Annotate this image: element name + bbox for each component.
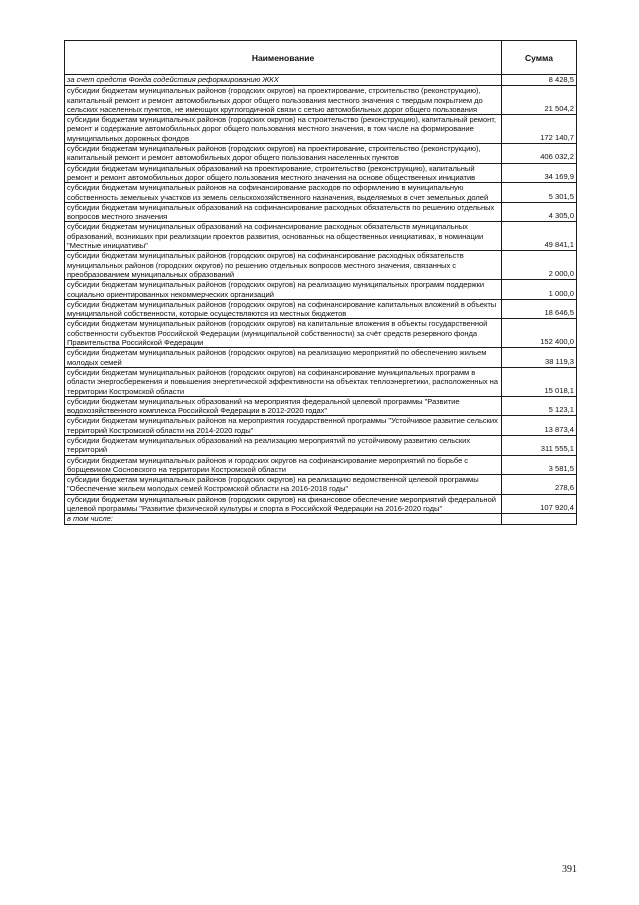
table-row — [65, 183, 577, 203]
row-amount: 2 000,0 — [502, 251, 577, 280]
table-row — [65, 222, 577, 251]
row-description: субсидии бюджетам муниципальных районов (городских округов) на проектирование, строительство (реконструкцию), капитальный ремонт и ремонт автомобильных дорог общего пользования местного значения с твердым покрытием до сельских населенных пунктов, не имеющих круглогодичной связи с сетью автомобильных дорог общего пользования — [65, 86, 502, 115]
budget-table — [64, 40, 577, 525]
table-row — [65, 299, 577, 319]
table-row — [65, 475, 577, 495]
header-row — [65, 41, 577, 75]
table-row — [65, 75, 577, 86]
budget-table-sheet — [64, 40, 576, 525]
row-amount: 172 140,7 — [502, 115, 577, 144]
header-name: Наименование — [65, 41, 502, 75]
table-row — [65, 455, 577, 475]
table-row — [65, 494, 577, 514]
row-description: субсидии бюджетам муниципальных районов (городских округов) на реализацию мероприятий по обеспечению жильем молодых семей — [65, 348, 502, 368]
row-amount: 4 305,0 — [502, 202, 577, 222]
row-amount: 1 000,0 — [502, 280, 577, 300]
row-amount: 5 301,5 — [502, 183, 577, 203]
page-number: 391 — [562, 864, 577, 875]
row-amount: 18 646,5 — [502, 299, 577, 319]
row-description: субсидии бюджетам муниципальных районов (городских округов) на реализацию муниципальных программ поддержки социально ориентированных некоммерческих организаций — [65, 280, 502, 300]
table-row — [65, 280, 577, 300]
row-description: субсидии бюджетам муниципальных районов (городских округов) на реализацию ведомственной целевой программы "Обеспечение жильем молодых семей Костромской области на 2016-2018 годы" — [65, 475, 502, 495]
row-description: за счет средств Фонда содействия реформированию ЖКХ — [65, 75, 502, 86]
row-description: субсидии бюджетам муниципальных образований на софинансирование расходных обязательств муниципальных образований, возникших при реализации проектов развития, основанных на общественных инициативах, в номинации "Местные инициативы" — [65, 222, 502, 251]
row-description: субсидии бюджетам муниципальных районов (городских округов) на проектирование, строительство (реконструкцию), капитальный ремонт и ремонт автомобильных дорог общего пользования населенных пунктов — [65, 144, 502, 164]
table-row — [65, 514, 577, 524]
table-row — [65, 396, 577, 416]
row-amount: 5 123,1 — [502, 396, 577, 416]
row-description: субсидии бюджетам муниципальных образований на проектирование, строительство (реконструкцию), капитальный ремонт и ремонт автомобильных дорог общего пользования местного значения на основе общественных инициатив — [65, 163, 502, 183]
row-amount: 13 873,4 — [502, 416, 577, 436]
row-amount: 3 581,5 — [502, 455, 577, 475]
table-row — [65, 251, 577, 280]
row-description: субсидии бюджетам муниципальных районов (городских округов) на софинансирование капитальных вложений в объекты муниципальной собственности, которые осуществляются из местных бюджетов — [65, 299, 502, 319]
row-description: субсидии бюджетам муниципальных районов (городских округов) на капитальные вложения в объекты государственной собственности субъектов Российской Федерации (муниципальной собственности) за счёт средств резервного фонда Правительства Российской Федерации — [65, 319, 502, 348]
row-amount: 107 920,4 — [502, 494, 577, 514]
row-amount: 34 169,9 — [502, 163, 577, 183]
header-amount: Сумма — [502, 41, 577, 75]
row-amount: 406 032,2 — [502, 144, 577, 164]
table-body — [65, 75, 577, 525]
row-amount: 311 555,1 — [502, 435, 577, 455]
row-amount: 49 841,1 — [502, 222, 577, 251]
row-description: субсидии бюджетам муниципальных районов (городских округов) на софинансирование муниципальных программ в области энергосбережения и повышения энергетической эффективности на объектах теплоэнергетики, расположенных на территории Костромской области — [65, 367, 502, 396]
table-row — [65, 86, 577, 115]
row-amount: 15 018,1 — [502, 367, 577, 396]
table-row — [65, 319, 577, 348]
row-description: субсидии бюджетам муниципальных районов (городских округов) на строительство (реконструкцию), капитальный ремонт, ремонт и содержание автомобильных дорог общего пользования местного значения, в том числе на формирование муниципальных дорожных фондов — [65, 115, 502, 144]
row-description: субсидии бюджетам муниципальных районов (городских округов) на софинансирование расходных обязательств муниципальных районов (городских округов) по решению отдельных вопросов местного значения, связанных с преобразованием муниципальных образований — [65, 251, 502, 280]
table-row — [65, 348, 577, 368]
row-amount: 8 428,5 — [502, 75, 577, 86]
table-row — [65, 163, 577, 183]
row-description: субсидии бюджетам муниципальных районов на мероприятия государственной программы "Устойчивое развитие сельских территорий Костромской области на 2014-2020 годы" — [65, 416, 502, 436]
table-row — [65, 202, 577, 222]
row-amount: 38 119,3 — [502, 348, 577, 368]
table-row — [65, 367, 577, 396]
row-amount: 278,6 — [502, 475, 577, 495]
table-row — [65, 115, 577, 144]
row-description: субсидии бюджетам муниципальных районов на софинансирование расходов по оформлению в муниципальную собственность земельных участков из земель сельскохозяйственного назначения, выделяемых в счет земельных долей — [65, 183, 502, 203]
row-description: субсидии бюджетам муниципальных образований на софинансирование расходных обязательств по решению отдельных вопросов местного значения — [65, 202, 502, 222]
row-description: субсидии бюджетам муниципальных районов (городских округов) на финансовое обеспечение мероприятий федеральной целевой программы "Развитие физической культуры и спорта в Российской Федерации на 2016-2020 годы" — [65, 494, 502, 514]
row-description: субсидии бюджетам муниципальных районов и городских округов на софинансирование мероприятий по борьбе с борщевиком Сосновского на территории Костромской области — [65, 455, 502, 475]
row-description: в том числе: — [65, 514, 502, 524]
table-row — [65, 144, 577, 164]
row-amount — [502, 514, 577, 524]
row-amount: 152 400,0 — [502, 319, 577, 348]
table-row — [65, 435, 577, 455]
row-description: субсидии бюджетам муниципальных образований на реализацию мероприятий по устойчивому развитию сельских территорий — [65, 435, 502, 455]
table-row — [65, 416, 577, 436]
row-description: субсидии бюджетам муниципальных образований на мероприятия федеральной целевой программы "Развитие водохозяйственного комплекса Российской Федерации в 2012-2020 годах" — [65, 396, 502, 416]
row-amount: 21 504,2 — [502, 86, 577, 115]
